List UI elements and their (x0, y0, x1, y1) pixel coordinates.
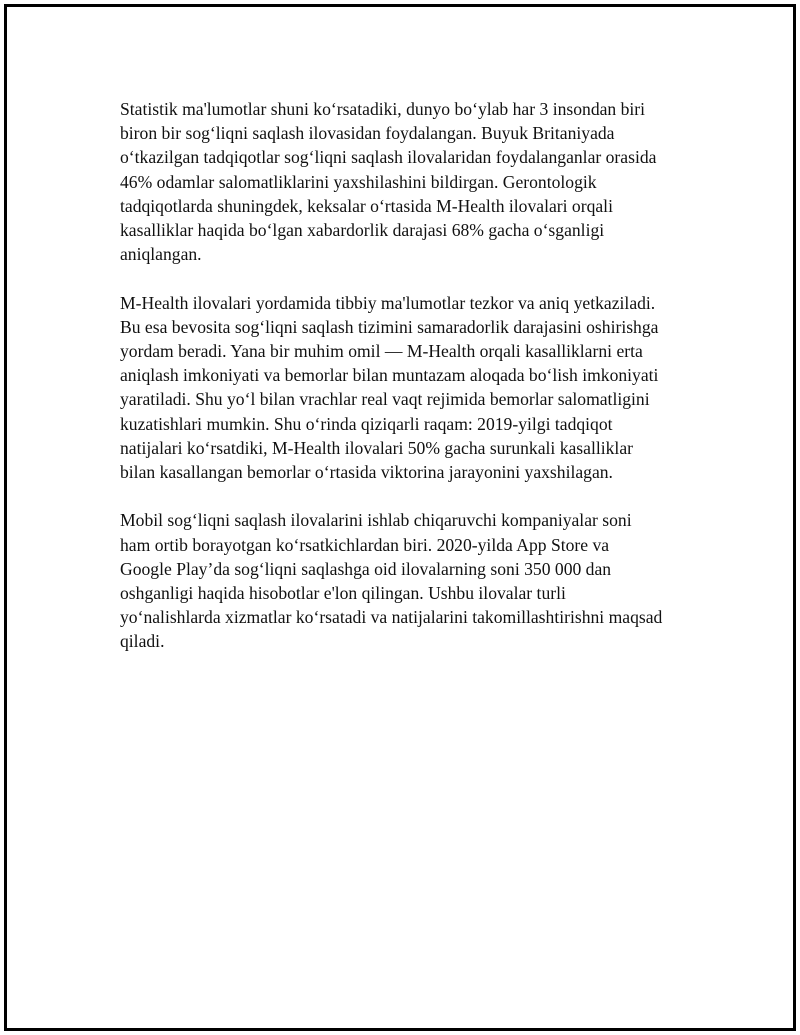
paragraph-line: Statistik ma'lumotlar shuni ko‘rsatadiki, dunyo bo‘ylab har 3 insondan biri (120, 99, 646, 119)
paragraph-2 (120, 291, 700, 485)
paragraph-line: 46% odamlar salomatliklarini yaxshilashini bildirgan. Gerontologik (120, 171, 597, 192)
paragraph-line: natijalari ko‘rsatdiki, M-Health ilovalari 50% gacha surunkali kasalliklar (120, 437, 633, 458)
paragraph-line: yo‘nalishlarda xizmatlar ko‘rsatadi va natijalarini takomillashtirishni maqsad (120, 607, 663, 628)
paragraph-line: M-Health ilovalari yordamida tibbiy ma'lumotlar tezkor va aniq yetkaziladi. (120, 292, 656, 313)
paragraph-line: ham ortib borayotgan ko‘rsatkichlardan biri. 2020-yilda App Store va (120, 534, 610, 555)
paragraph-1 (120, 97, 700, 266)
paragraph-line: biron bir sog‘liqni saqlash ilovasidan foydalangan. Buyuk Britaniyada (120, 123, 615, 144)
paragraph-line: oshganligi haqida hisobotlar e'lon qilingan. Ushbu ilovalar turli (120, 583, 566, 604)
page-frame (4, 4, 796, 1031)
document-body (120, 97, 700, 678)
paragraph-line: o‘tkazilgan tadqiqotlar sog‘liqni saqlash ilovalaridan foydalanganlar orasida (120, 147, 657, 168)
paragraph-line: tadqiqotlarda shuningdek, keksalar o‘rtasida M-Health ilovalari orqali (120, 195, 613, 216)
paragraph-line: aniqlangan. (120, 244, 202, 265)
paragraph-line: Google Play’da sog‘liqni saqlashga oid ilovalarning soni 350 000 dan (120, 558, 612, 579)
paragraph-line: bilan kasallangan bemorlar o‘rtasida viktorina jarayonini yaxshilagan. (120, 462, 613, 483)
paragraph-line: yaratiladi. Shu yo‘l bilan vrachlar real vaqt rejimida bemorlar salomatligini (120, 389, 650, 410)
paragraph-line: Bu esa bevosita sog‘liqni saqlash tizimini samaradorlik darajasini oshirishga (120, 316, 659, 337)
paragraph-line: Mobil sog‘liqni saqlash ilovalarini ishlab chiqaruvchi kompaniyalar soni (120, 510, 632, 531)
paragraph-line: kasalliklar haqida bo‘lgan xabardorlik darajasi 68% gacha o‘sganligi (120, 220, 605, 241)
paragraph-line: qiladi. (120, 631, 165, 652)
paragraph-line: yordam beradi. Yana bir muhim omil — M-Health orqali kasalliklarni erta (120, 341, 643, 362)
paragraph-line: kuzatishlari mumkin. Shu o‘rinda qiziqarli raqam: 2019-yilgi tadqiqot (120, 413, 613, 434)
paragraph-line: aniqlash imkoniyati va bemorlar bilan muntazam aloqada bo‘lish imkoniyati (120, 365, 659, 386)
paragraph-3 (120, 508, 700, 653)
